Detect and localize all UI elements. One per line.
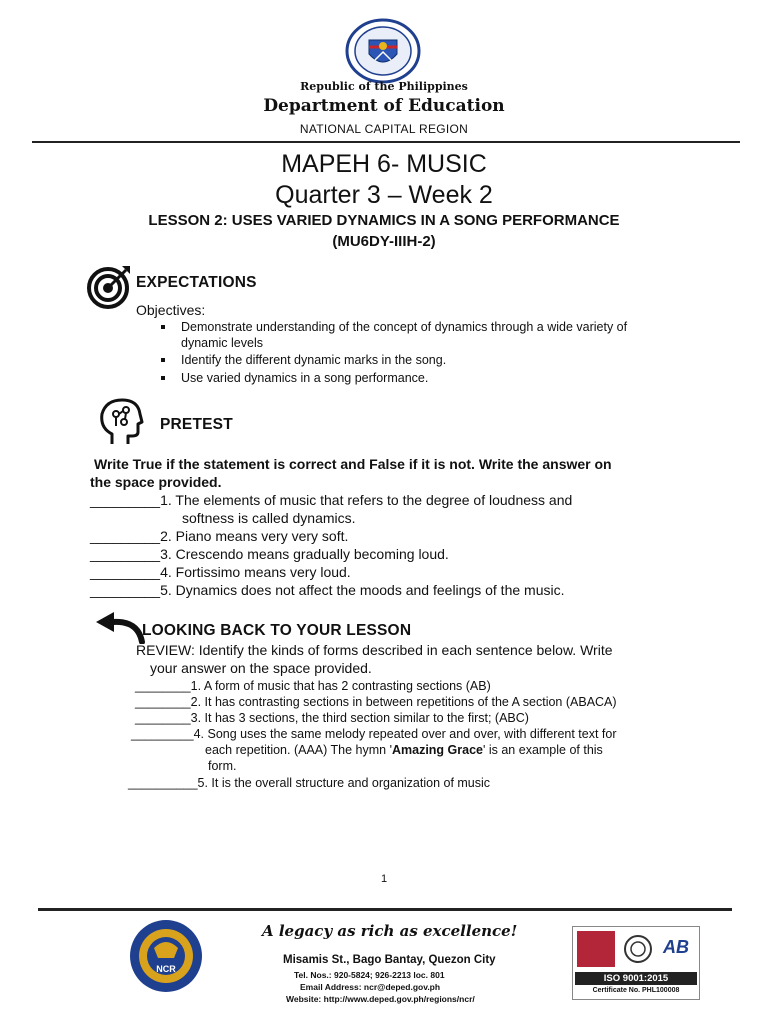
lesson-code: (MU6DY-IIIH-2) bbox=[332, 233, 436, 250]
footer-divider bbox=[38, 908, 732, 911]
pretest-item-text: 2. Piano means very very soft. bbox=[160, 528, 349, 544]
expectations-heading: EXPECTATIONS bbox=[136, 274, 257, 291]
review-line-1: REVIEW: Identify the kinds of forms described in each sentence below. Write bbox=[136, 642, 613, 658]
pretest-item-text: 1. The elements of music that refers to the degree of loudness and bbox=[160, 492, 573, 508]
pretest-instruction-1: Write True if the statement is correct and False if it is not. Write the answer on bbox=[94, 456, 612, 472]
ncr-seal bbox=[128, 918, 204, 994]
answer-blank[interactable]: ________ bbox=[135, 679, 191, 693]
department-line: Department of Education bbox=[263, 96, 505, 116]
answer-blank[interactable]: ________ bbox=[135, 695, 191, 709]
review-line-2: your answer on the space provided. bbox=[150, 660, 372, 676]
objective-1-cont: dynamic levels bbox=[181, 336, 263, 350]
header-divider bbox=[32, 141, 740, 143]
bullet-3 bbox=[161, 376, 165, 380]
quarter-title: Quarter 3 – Week 2 bbox=[275, 181, 493, 209]
answer-blank[interactable]: ________ bbox=[135, 711, 191, 725]
cert-number: Certificate No. PHL100008 bbox=[592, 987, 680, 994]
review-item-4-cont2: form. bbox=[208, 759, 237, 773]
review-item-3 bbox=[135, 711, 529, 725]
answer-blank[interactable]: _________ bbox=[90, 564, 161, 580]
region-line: NATIONAL CAPITAL REGION bbox=[299, 122, 469, 136]
objective-1: Demonstrate understanding of the concept of dynamics through a wide variety of bbox=[181, 320, 628, 334]
review-item-text: 5. It is the overall structure and organization of music bbox=[197, 776, 491, 790]
republic-line: Republic of the Philippines bbox=[300, 80, 468, 93]
answer-blank[interactable]: __________ bbox=[128, 776, 198, 790]
bullet-1 bbox=[161, 325, 165, 329]
review-item-5 bbox=[128, 776, 490, 790]
pretest-item-text: 5. Dynamics does not affect the moods and feelings of the music. bbox=[160, 582, 565, 598]
footer-tel: Tel. Nos.: 920-5824; 926-2213 loc. 801 bbox=[294, 970, 445, 980]
review-item-2 bbox=[135, 695, 617, 709]
pretest-item-1-cont: softness is called dynamics. bbox=[182, 510, 356, 526]
pretest-item-2 bbox=[90, 528, 348, 544]
brain-head-icon bbox=[96, 396, 148, 448]
pretest-item-1 bbox=[90, 492, 572, 508]
answer-blank[interactable]: _________ bbox=[90, 492, 161, 508]
cert-iso: ISO 9001:2015 bbox=[575, 972, 697, 985]
cert-seal bbox=[623, 931, 653, 967]
page-number: 1 bbox=[380, 873, 388, 885]
review-item-text: 4. Song uses the same melody repeated over and over, with different text for bbox=[193, 727, 617, 741]
footer-address: Misamis St., Bago Bantay, Quezon City bbox=[283, 954, 496, 966]
objective-2: Identify the different dynamic marks in the song. bbox=[181, 353, 447, 367]
review-item-text: 1. A form of music that has 2 contrasting sections (AB) bbox=[190, 679, 491, 693]
pretest-heading: PRETEST bbox=[160, 416, 233, 433]
bullet-2 bbox=[161, 358, 165, 362]
review-item-text: 2. It has contrasting sections in between repetitions of the A section (ABACA) bbox=[190, 695, 617, 709]
target-icon bbox=[86, 262, 134, 310]
looking-back-heading: LOOKING BACK TO YOUR LESSON bbox=[142, 622, 412, 639]
deped-seal bbox=[345, 18, 421, 84]
footer-slogan: A legacy as rich as excellence! bbox=[262, 922, 518, 940]
hymn-title: Amazing Grace bbox=[391, 743, 483, 757]
cert-logo: AB bbox=[663, 937, 689, 957]
answer-blank[interactable]: _________ bbox=[131, 727, 194, 741]
objective-3: Use varied dynamics in a song performance. bbox=[181, 371, 429, 385]
answer-blank[interactable]: _________ bbox=[90, 528, 161, 544]
subject-title: MAPEH 6- MUSIC bbox=[281, 150, 487, 178]
answer-blank[interactable]: _________ bbox=[90, 546, 161, 562]
pretest-instruction-2: the space provided. bbox=[90, 474, 222, 490]
pretest-item-5 bbox=[90, 582, 565, 598]
ncr-seal-text: NCR bbox=[156, 964, 176, 974]
review-item-1 bbox=[135, 679, 491, 693]
objectives-label: Objectives: bbox=[136, 302, 206, 318]
cert-mark bbox=[577, 931, 615, 967]
pretest-item-4 bbox=[90, 564, 351, 580]
footer-email: Email Address: ncr@deped.gov.ph bbox=[300, 982, 441, 992]
pretest-item-3 bbox=[90, 546, 449, 562]
answer-blank[interactable]: _________ bbox=[90, 582, 161, 598]
review-item-4 bbox=[131, 727, 617, 741]
lesson-title: LESSON 2: USES VARIED DYNAMICS IN A SONG PERFORMANCE bbox=[148, 212, 620, 229]
review-item-4-cont: each repetition. (AAA) The hymn 'Amazing Grace' is an example of this bbox=[205, 743, 603, 757]
certification-badge bbox=[572, 926, 700, 1000]
pretest-item-text: 4. Fortissimo means very loud. bbox=[160, 564, 351, 580]
footer-website: Website: http://www.deped.gov.ph/regions/ncr/ bbox=[286, 994, 475, 1004]
curved-arrow-icon bbox=[94, 610, 146, 644]
review-item-text: 3. It has 3 sections, the third section similar to the first; (ABC) bbox=[190, 711, 529, 725]
pretest-item-text: 3. Crescendo means gradually becoming loud. bbox=[160, 546, 449, 562]
